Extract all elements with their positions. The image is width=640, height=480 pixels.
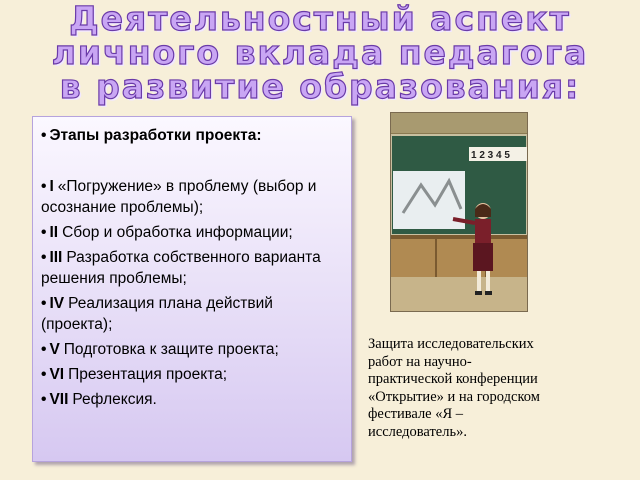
list-item bbox=[41, 222, 341, 243]
list-item bbox=[41, 389, 341, 410]
stage-text: Подготовка к защите проекта; bbox=[63, 341, 279, 358]
stage-text: Разработка собственного варианта решения проблемы; bbox=[41, 249, 321, 287]
stage-numeral: IV bbox=[49, 295, 65, 312]
list-item bbox=[41, 247, 341, 289]
photo-caption: Защита исследовательских работ на научно- практической конференции «Открытие» и на городском фестивале «Я – исследователь». bbox=[368, 336, 540, 440]
stages-heading bbox=[41, 125, 341, 146]
stage-numeral: II bbox=[49, 224, 59, 241]
classroom-photo bbox=[390, 112, 528, 312]
stage-text: «Погружение» в проблему (выбор и осознание проблемы); bbox=[41, 178, 317, 216]
bullet-icon: • bbox=[41, 249, 47, 266]
bullet-icon: • bbox=[41, 366, 47, 383]
bullet-icon: • bbox=[41, 341, 47, 358]
slide-title bbox=[0, 2, 640, 104]
bullet-icon: • bbox=[41, 295, 47, 312]
stages-heading-text: Этапы разработки проекта: bbox=[49, 127, 262, 144]
bullet-icon: • bbox=[41, 391, 47, 408]
title-line-2: личного вклада педагога bbox=[51, 33, 589, 72]
stages-list bbox=[41, 125, 341, 410]
stage-numeral: I bbox=[49, 178, 54, 195]
title-line-1: Деятельностный аспект bbox=[69, 0, 571, 38]
title-line-3: в развитие образования: bbox=[59, 67, 581, 106]
bullet-icon: • bbox=[41, 178, 47, 195]
bullet-icon: • bbox=[41, 224, 47, 241]
bullet-icon: • bbox=[41, 127, 47, 144]
classroom-photo-illustration bbox=[391, 113, 527, 311]
board-numbers: 1 2 3 4 5 bbox=[471, 150, 510, 161]
list-item bbox=[41, 364, 341, 385]
stage-numeral: VII bbox=[49, 391, 69, 408]
list-item bbox=[41, 293, 341, 335]
stage-text: Реализация плана действий (проекта); bbox=[41, 295, 273, 333]
list-item bbox=[41, 339, 341, 360]
stages-box bbox=[32, 116, 352, 462]
stage-numeral: VI bbox=[49, 366, 65, 383]
stage-numeral: V bbox=[49, 341, 60, 358]
stage-text: Сбор и обработка информации; bbox=[62, 224, 293, 241]
stage-text: Презентация проекта; bbox=[68, 366, 228, 383]
list-item bbox=[41, 176, 341, 218]
stage-numeral: III bbox=[49, 249, 63, 266]
stage-text: Рефлексия. bbox=[72, 391, 157, 408]
